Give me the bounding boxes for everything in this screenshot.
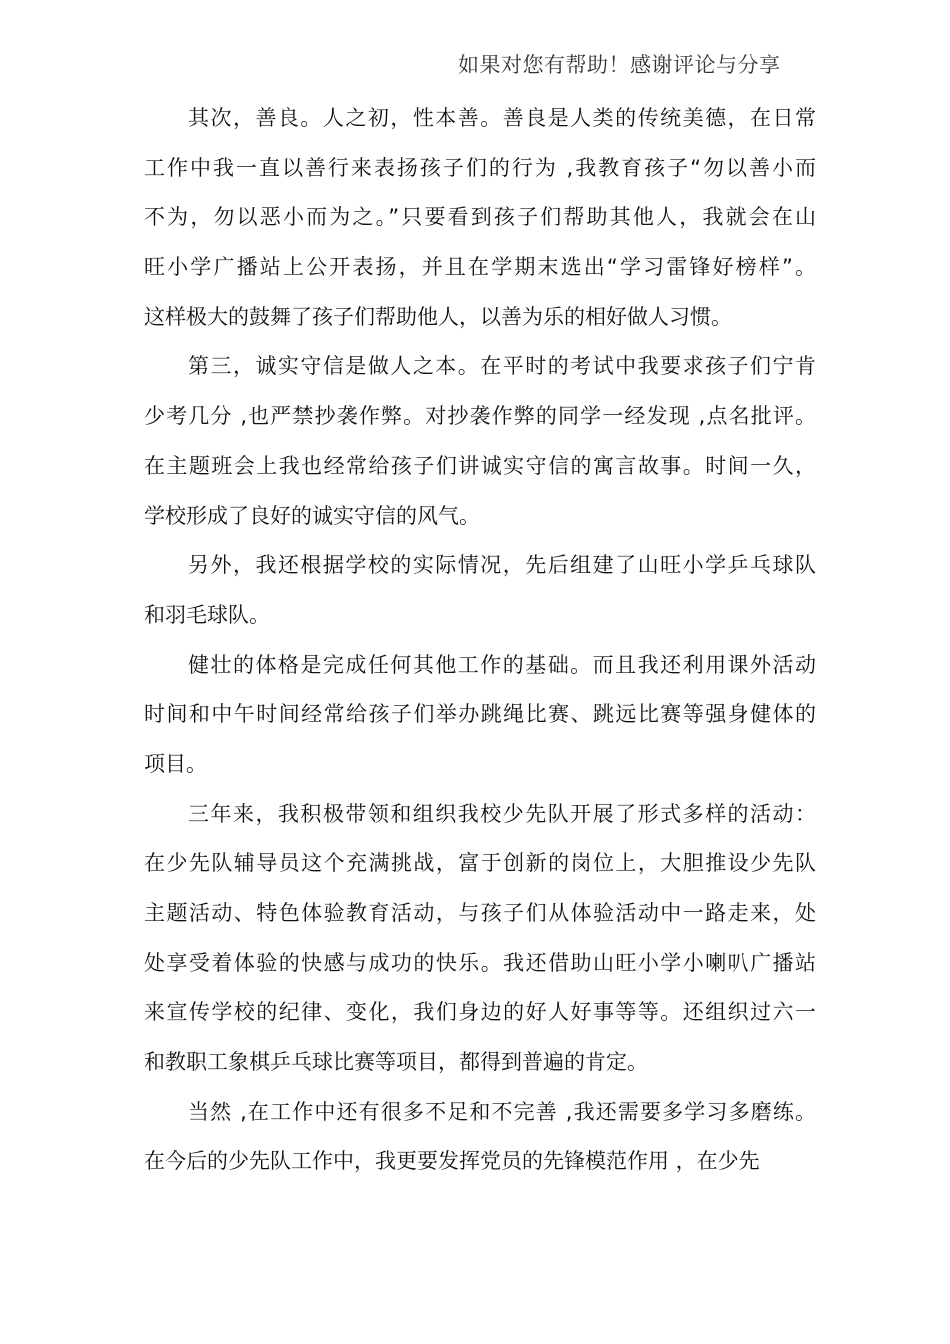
text-line: 和教职工象棋乒乓球比赛等项目，都得到普遍的肯定。: [144, 1050, 648, 1075]
text-line: 在今后的少先队工作中，我更要发挥党员的先锋模范作用 ，在少先: [144, 1149, 760, 1174]
text-line: 工作中我一直以善行来表扬孩子们的行为 ,我教育孩子“勿以善小而: [144, 155, 816, 180]
text-line: 在少先队辅导员这个充满挑战，富于创新的岗位上，大胆推设少先队: [144, 851, 816, 876]
text-line: 健壮的体格是完成任何其他工作的基础。而且我还利用课外活动: [188, 652, 816, 677]
text-line: 这样极大的鼓舞了孩子们帮助他人，以善为乐的相好做人习惯。: [144, 304, 732, 329]
text-line: 第三，诚实守信是做人之本。在平时的考试中我要求孩子们宁肯: [188, 354, 816, 379]
text-line: 主题活动、特色体验教育活动，与孩子们从体验活动中一路走来，处: [144, 901, 816, 925]
text-line: 当然 ,在工作中还有很多不足和不完善 ,我还需要多学习多磨练。: [188, 1099, 816, 1124]
text-line: 旺小学广播站上公开表扬，并且在学期末选出“学习雷锋好榜样”。: [144, 255, 816, 280]
text-line: 学校形成了良好的诚实守信的风气。: [144, 503, 480, 528]
text-line: 少考几分 ,也严禁抄袭作弊。对抄袭作弊的同学一经发现 ,点名批评。: [144, 404, 816, 429]
page-header-note: 如果对您有帮助！感谢评论与分享: [458, 53, 781, 77]
paragraph: [144, 1088, 816, 1187]
paragraph: [144, 541, 816, 640]
paragraph: [144, 94, 816, 342]
text-line: 来宣传学校的纪律、变化，我们身边的好人好事等等。还组织过六一: [144, 1000, 816, 1025]
text-line: 不为，勿以恶小而为之。”只要看到孩子们帮助其他人，我就会在山: [144, 205, 816, 230]
text-line: 其次，善良。人之初，性本善。善良是人类的传统美德，在日常: [188, 106, 816, 130]
text-line: 时间和中午时间经常给孩子们举办跳绳比赛、跳远比赛等强身健体的: [144, 702, 816, 727]
text-line: 在主题班会上我也经常给孩子们讲诚实守信的寓言故事。时间一久，: [144, 453, 816, 478]
document-body: [144, 94, 816, 1187]
text-line: 和羽毛球队。: [144, 602, 270, 627]
paragraph: [144, 641, 816, 790]
text-line: 处享受着体验的快感与成功的快乐。我还借助山旺小学小喇叭广播站: [144, 950, 816, 975]
text-line: 项目。: [144, 751, 207, 776]
text-line: 三年来，我积极带领和组织我校少先队开展了形式多样的活动：: [188, 801, 816, 826]
text-line: 另外，我还根据学校的实际情况，先后组建了山旺小学乒乓球队: [188, 553, 816, 578]
paragraph: [144, 790, 816, 1088]
paragraph: [144, 342, 816, 541]
